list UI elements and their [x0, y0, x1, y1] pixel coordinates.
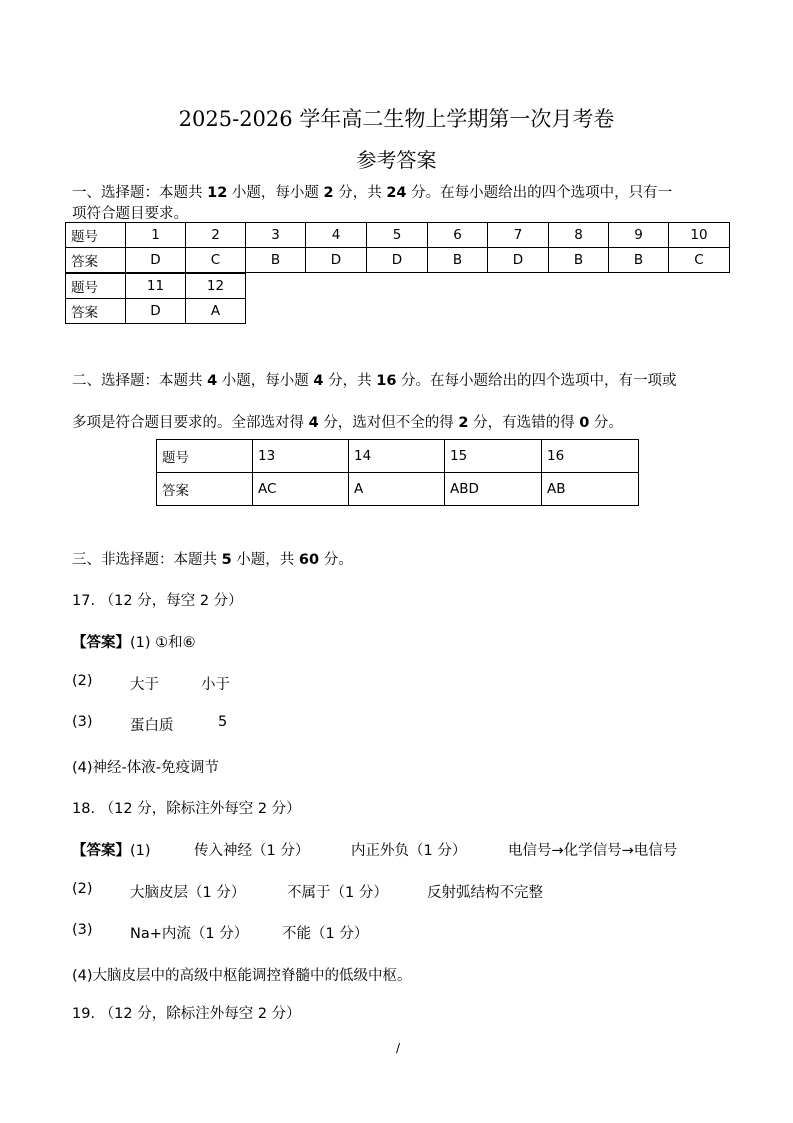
answer-cell: A — [186, 299, 246, 324]
question-number: 11 — [126, 274, 186, 299]
answer-cell: C — [186, 248, 246, 273]
answer-cell: D — [126, 299, 186, 324]
answer-cell: D — [367, 248, 428, 273]
table-row — [157, 440, 639, 473]
answer-cell: C — [669, 248, 730, 273]
question-number: 8 — [549, 223, 609, 248]
row-label-answer: 答案 — [157, 473, 253, 506]
question-number: 4 — [306, 223, 367, 248]
table-row — [66, 248, 730, 273]
answer-cell: ABD — [445, 473, 542, 506]
section2-instructions-line1: 二、选择题：本题共 4 小题，每小题 4 分，共 16 分。在每小题给出的四个选项中，有一项或 — [72, 373, 677, 389]
answer-label: 【答案】 — [72, 843, 130, 859]
section1-instructions-line1: 一、选择题：本题共 12 小题，每小题 2 分，共 24 分。在每小题给出的四个选项中，只有一 — [72, 185, 673, 201]
question-number: 14 — [349, 440, 445, 473]
question-number: 5 — [367, 223, 428, 248]
table-row — [157, 473, 639, 506]
q18-header: 18. （12 分，除标注外每空 2 分） — [72, 801, 301, 817]
q18-answer-line4: (4)大脑皮层中的高级中枢能调控脊髓中的低级中枢。 — [72, 968, 412, 984]
answer-cell: B — [549, 248, 609, 273]
page-footer: / — [396, 1041, 401, 1055]
row-label-answer: 答案 — [66, 248, 126, 273]
answer-cell: B — [609, 248, 669, 273]
answer-cell: A — [349, 473, 445, 506]
row-label-question: 题号 — [66, 223, 126, 248]
answer-label: 【答案】 — [72, 635, 130, 651]
answer-cell: B — [428, 248, 488, 273]
table-row — [66, 274, 246, 299]
answer-cell: D — [488, 248, 549, 273]
question-number: 3 — [246, 223, 306, 248]
answer-cell: AC — [253, 473, 349, 506]
table-row — [66, 223, 730, 248]
section1-answer-table-continued — [65, 273, 246, 324]
question-number: 13 — [253, 440, 349, 473]
answer-cell: D — [306, 248, 367, 273]
row-label-question: 题号 — [66, 274, 126, 299]
section2-answer-table — [156, 439, 639, 506]
question-number: 7 — [488, 223, 549, 248]
question-number: 15 — [445, 440, 542, 473]
table-row — [66, 299, 246, 324]
q17-header: 17. （12 分，每空 2 分） — [72, 593, 243, 609]
answer-cell: D — [126, 248, 186, 273]
q17-answer-line4: (4)神经-体液-免疫调节 — [72, 760, 220, 776]
section2-instructions-line2: 多项是符合题目要求的。全部选对得 4 分，选对但不全的得 2 分，有选错的得 0 分。 — [72, 415, 623, 431]
question-number: 16 — [542, 440, 639, 473]
row-label-question: 题号 — [157, 440, 253, 473]
answer-cell: B — [246, 248, 306, 273]
section1-instructions-line2: 项符合题目要求。 — [72, 206, 188, 222]
question-number: 10 — [669, 223, 730, 248]
q19-header: 19. （12 分，除标注外每空 2 分） — [72, 1006, 301, 1022]
answer-cell: AB — [542, 473, 639, 506]
question-number: 12 — [186, 274, 246, 299]
page-subtitle: 参考答案 — [356, 148, 437, 172]
question-number: 6 — [428, 223, 488, 248]
question-number: 2 — [186, 223, 246, 248]
question-number: 9 — [609, 223, 669, 248]
question-number: 1 — [126, 223, 186, 248]
page-title: 2025-2026 学年高二生物上学期第一次月考卷 — [178, 107, 615, 131]
section3-instructions: 三、非选择题：本题共 5 小题，共 60 分。 — [72, 552, 353, 568]
section1-answer-table — [65, 222, 730, 273]
row-label-answer: 答案 — [66, 299, 126, 324]
